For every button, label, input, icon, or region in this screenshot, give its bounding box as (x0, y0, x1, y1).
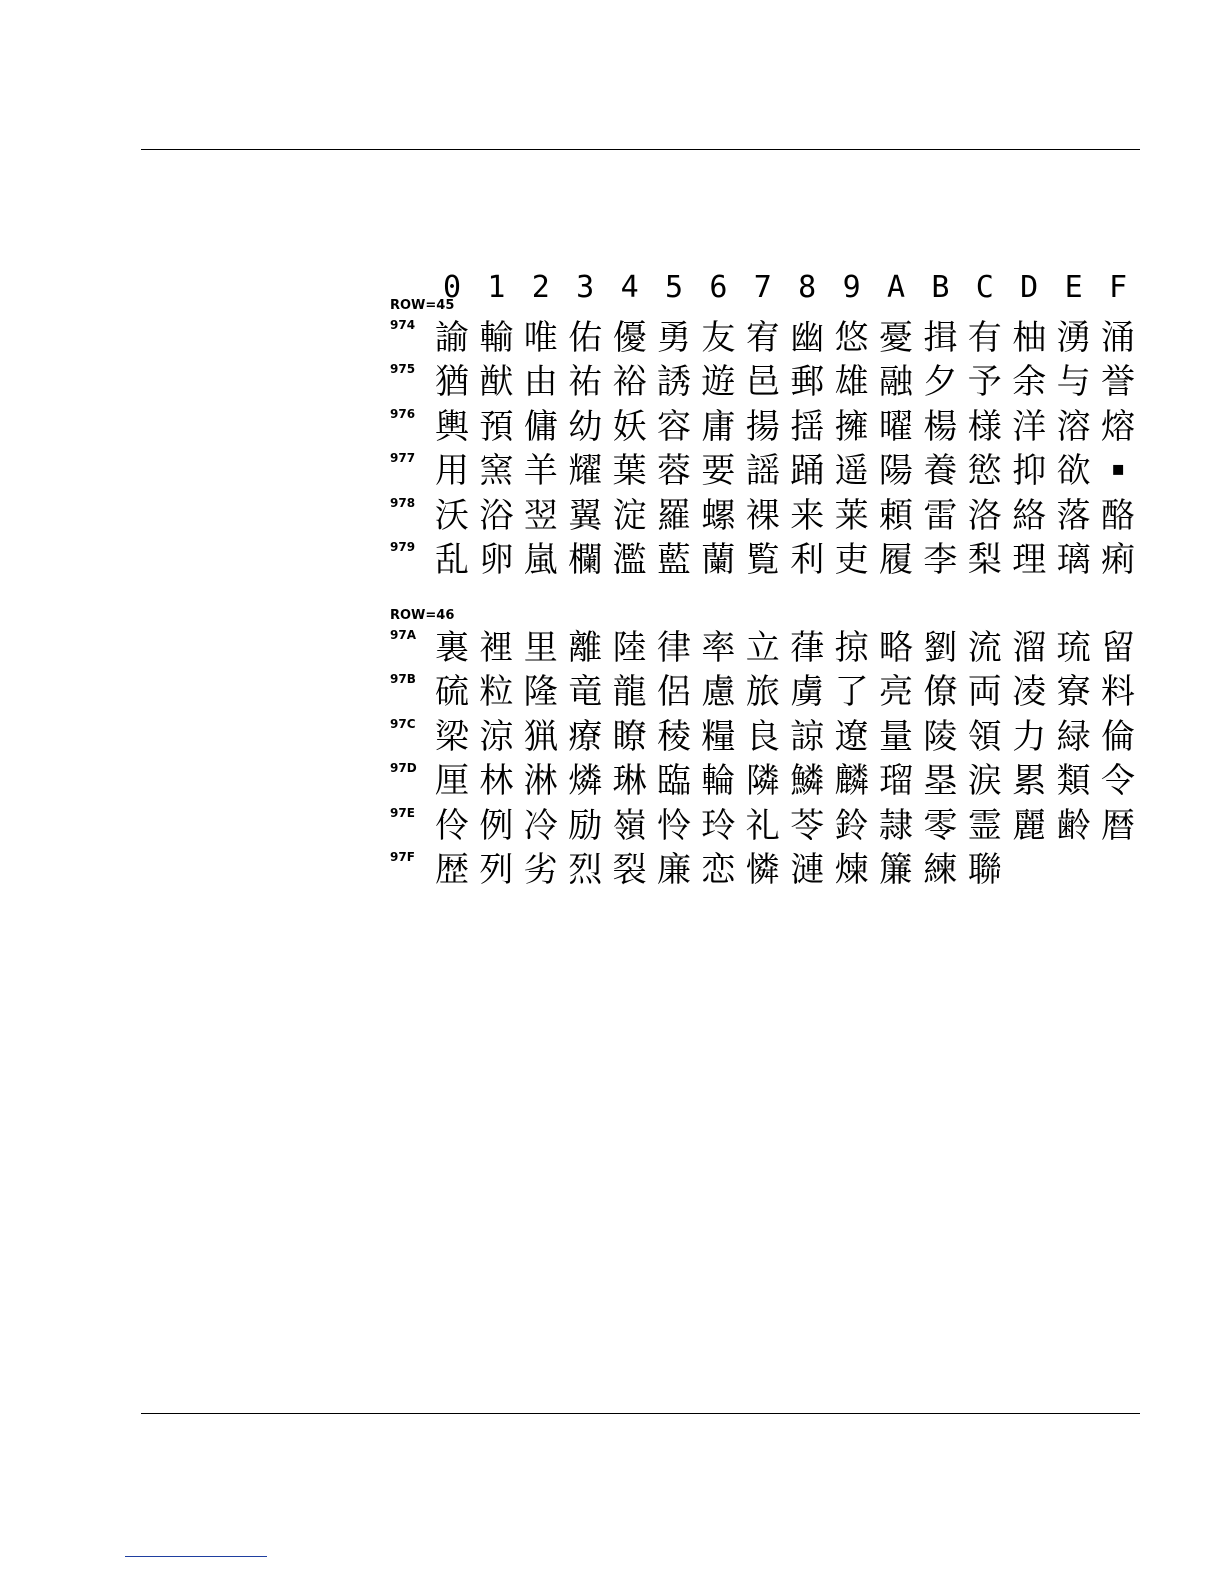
character-cell: 猷 (479, 362, 514, 403)
column-header-d: D (1020, 270, 1039, 305)
code-row (386, 848, 1146, 892)
character-cell: 翌 (523, 495, 558, 536)
character-cell: 卵 (479, 540, 514, 580)
character-cell: 零 (923, 805, 958, 846)
character-cell: 揚 (745, 406, 780, 447)
code-row (386, 405, 1146, 449)
column-header-1: 1 (487, 270, 506, 305)
character-cell: 淋 (523, 761, 558, 802)
character-cell: 流 (967, 628, 1002, 668)
character-cell: 与 (1056, 362, 1091, 403)
character-cell: 欄 (568, 540, 603, 580)
character-cell: 量 (879, 716, 913, 757)
character-cell: 柚 (1012, 318, 1047, 358)
column-header-6: 6 (709, 270, 728, 305)
character-cell: 類 (1056, 761, 1091, 802)
row-code-label: 97F (390, 850, 415, 864)
character-cell: 裡 (479, 628, 514, 668)
character-cell: 庸 (701, 406, 736, 447)
character-cell: 痢 (1101, 540, 1135, 580)
character-cell: 僚 (923, 672, 958, 713)
row-code-label: 97D (390, 761, 417, 776)
character-cell: 里 (523, 628, 558, 668)
character-cell: 曜 (879, 406, 913, 447)
row-characters (430, 449, 1150, 493)
character-cell: 陵 (923, 716, 958, 757)
character-cell: ▪ (1111, 456, 1125, 481)
character-cell: 怜 (657, 805, 691, 846)
code-row (386, 494, 1146, 538)
character-cell: 旅 (745, 672, 780, 713)
character-cell: 楊 (923, 406, 958, 447)
character-cell: 余 (1012, 362, 1047, 403)
character-cell: 誉 (1101, 362, 1135, 403)
code-row (386, 538, 1146, 582)
character-cell: 用 (435, 451, 469, 492)
character-cell: 揖 (923, 318, 958, 358)
column-header-8: 8 (798, 270, 817, 305)
character-cell: 領 (967, 716, 1002, 757)
character-cell: 謡 (745, 451, 780, 492)
code-row (386, 360, 1146, 404)
character-cell: 妖 (612, 406, 647, 447)
character-cell: 虜 (790, 672, 825, 713)
character-cell: 濫 (612, 540, 647, 580)
character-cell: 瑠 (879, 761, 913, 802)
character-cell: 吏 (834, 540, 869, 580)
character-cell: 陽 (879, 451, 913, 492)
character-cell: 廉 (657, 850, 691, 890)
character-cell: 律 (657, 628, 691, 668)
row-code-label: 975 (390, 362, 416, 377)
character-cell: 涙 (967, 761, 1002, 802)
footer-link-underline (125, 1556, 267, 1557)
character-cell: 履 (879, 540, 913, 580)
character-cell: 雷 (923, 495, 958, 536)
character-cell: 祐 (568, 362, 603, 403)
column-header-7: 7 (753, 270, 772, 305)
code-row (386, 670, 1146, 714)
character-cell: 溶 (1056, 406, 1091, 447)
character-cell: 養 (923, 451, 958, 492)
row-characters (430, 670, 1150, 714)
column-header-9: 9 (842, 270, 861, 305)
character-cell: 簾 (879, 850, 913, 890)
character-cell: 諒 (790, 716, 825, 757)
section-label: ROW=46 (390, 608, 455, 623)
character-cell: 累 (1012, 761, 1047, 802)
character-cell: 隆 (523, 672, 558, 713)
character-cell: 悠 (834, 318, 869, 358)
character-cell: 蓉 (657, 451, 691, 492)
character-cell: 様 (967, 406, 1002, 447)
row-code-label: 976 (390, 406, 416, 421)
character-cell: 凌 (1012, 672, 1047, 713)
character-cell: 梨 (967, 540, 1002, 580)
character-cell: 烈 (568, 850, 603, 890)
character-cell: 稜 (657, 716, 691, 757)
character-cell: 嵐 (523, 540, 558, 580)
character-cell: 燐 (568, 761, 603, 802)
character-cell: 由 (523, 362, 558, 403)
character-cell: 理 (1012, 540, 1047, 580)
character-cell: 要 (701, 451, 736, 492)
character-cell: 踊 (790, 451, 825, 492)
character-cell: 葉 (612, 451, 647, 492)
character-cell: 玲 (701, 805, 736, 846)
character-cell: 璃 (1056, 540, 1091, 580)
character-cell: 猟 (523, 716, 558, 757)
character-cell: 略 (879, 628, 913, 668)
footer-rule (141, 1413, 1140, 1414)
character-cell: 裸 (745, 495, 780, 536)
character-cell: 輪 (701, 761, 736, 802)
character-cell: 令 (1101, 761, 1135, 802)
character-cell: 頼 (879, 495, 913, 536)
row-code-label: 97A (390, 628, 416, 642)
character-cell: 鈴 (834, 805, 869, 846)
character-cell: 輿 (435, 406, 469, 447)
character-cell: 煉 (834, 850, 869, 890)
character-cell: 療 (568, 716, 603, 757)
character-cell: 聯 (967, 850, 1002, 890)
character-cell: 漣 (790, 850, 825, 890)
row-code-label: 97B (390, 672, 416, 687)
row-characters (430, 405, 1150, 449)
character-cell: 暦 (1101, 805, 1135, 846)
character-cell: 離 (568, 628, 603, 668)
character-cell: 洛 (967, 495, 1002, 536)
character-cell: 琳 (612, 761, 647, 802)
column-header-2: 2 (531, 270, 550, 305)
character-cell: 傭 (523, 406, 558, 447)
character-cell: 伶 (435, 805, 469, 846)
column-header-3: 3 (576, 270, 595, 305)
character-cell: 掠 (834, 628, 869, 668)
character-cell: 憐 (745, 850, 780, 890)
character-cell: 憂 (879, 318, 913, 358)
character-cell: 友 (701, 318, 736, 358)
character-cell: 淀 (612, 495, 647, 536)
row-characters (430, 804, 1150, 848)
code-row (386, 804, 1146, 848)
character-cell: 幼 (568, 406, 603, 447)
character-cell: 幽 (790, 318, 825, 358)
character-cell: 邑 (745, 362, 780, 403)
character-cell: 劣 (523, 850, 558, 890)
column-header-5: 5 (664, 270, 684, 305)
character-cell: 練 (923, 850, 958, 890)
character-cell: 酪 (1101, 495, 1135, 536)
character-cell: 郵 (790, 362, 825, 403)
character-cell: 隣 (745, 761, 780, 802)
character-cell: 隷 (879, 805, 913, 846)
character-cell: 有 (967, 318, 1002, 358)
character-cell: 裕 (612, 362, 647, 403)
character-cell: 誘 (657, 362, 691, 403)
character-cell: 洋 (1012, 406, 1047, 447)
row-code-label: 97C (390, 716, 416, 731)
character-cell: 竜 (568, 672, 603, 713)
row-characters (430, 715, 1150, 759)
character-cell: 両 (967, 672, 1002, 713)
code-row (386, 316, 1146, 360)
character-cell: 耀 (568, 451, 603, 492)
row-characters (430, 494, 1150, 538)
character-cell: 料 (1101, 672, 1135, 713)
character-cell: 陸 (612, 628, 647, 668)
character-cell: 落 (1056, 495, 1091, 536)
character-cell: 瞭 (612, 716, 647, 757)
character-cell: 立 (745, 628, 780, 668)
column-header-0: 0 (442, 270, 462, 305)
character-cell: 葎 (790, 628, 825, 668)
character-cell: 浴 (479, 495, 514, 536)
character-cell: 融 (879, 362, 913, 403)
character-cell: 遥 (834, 451, 869, 492)
row-characters (430, 759, 1150, 803)
character-cell: 揺 (790, 406, 825, 447)
character-cell: 勇 (657, 318, 691, 358)
character-cell: 藍 (657, 540, 691, 580)
character-cell: 琉 (1056, 628, 1091, 668)
character-cell: 率 (701, 628, 736, 668)
character-cell: 雄 (834, 362, 869, 403)
character-cell: 苓 (790, 805, 825, 846)
character-cell: 力 (1012, 716, 1047, 757)
character-cell: 螺 (701, 495, 736, 536)
character-cell: 唯 (523, 318, 558, 358)
column-header-4: 4 (620, 270, 639, 305)
character-cell: 涌 (1101, 318, 1135, 358)
character-cell: 預 (479, 406, 514, 447)
character-cell: 涼 (479, 716, 514, 757)
row-characters (430, 626, 1150, 670)
character-cell: 予 (967, 362, 1002, 403)
character-cell: 麟 (834, 761, 869, 802)
code-row (386, 449, 1146, 493)
character-cell: 諭 (435, 318, 469, 358)
character-cell: 劉 (923, 628, 958, 668)
character-cell: 糧 (701, 716, 736, 757)
character-cell: 硫 (435, 672, 469, 713)
code-row (386, 626, 1146, 670)
character-cell: 乱 (435, 540, 469, 580)
character-cell: 冷 (523, 805, 558, 846)
character-cell: 羊 (523, 451, 558, 492)
character-cell: 夕 (923, 362, 958, 403)
character-cell: 梁 (435, 716, 469, 757)
character-cell: 林 (479, 761, 514, 802)
character-cell: 霊 (967, 805, 1002, 846)
row-characters (430, 360, 1150, 404)
column-header-e: E (1064, 270, 1083, 305)
row-characters (430, 848, 1150, 892)
character-cell: 嶺 (612, 805, 647, 846)
character-cell: 慾 (967, 451, 1002, 492)
character-cell: 麗 (1012, 805, 1047, 846)
character-cell: 利 (790, 540, 825, 580)
character-cell: 裏 (435, 628, 469, 668)
character-cell: 抑 (1012, 451, 1047, 492)
character-cell: 龍 (612, 672, 647, 713)
row-code-label: 978 (390, 495, 416, 510)
code-row (386, 715, 1146, 759)
row-characters (430, 316, 1150, 360)
character-cell: 宥 (745, 318, 780, 358)
character-cell: 亮 (879, 672, 913, 713)
character-cell: 例 (479, 805, 514, 846)
character-cell: 湧 (1056, 318, 1091, 358)
character-cell: 緑 (1056, 716, 1091, 757)
character-cell: 擁 (834, 406, 869, 447)
character-cell: 沃 (435, 495, 469, 536)
character-cell: 慮 (701, 672, 736, 713)
character-cell: 遼 (834, 716, 869, 757)
character-cell: 恋 (701, 850, 736, 890)
character-cell: 猶 (435, 362, 469, 403)
character-cell: 留 (1101, 628, 1135, 668)
column-header-b: B (931, 270, 950, 305)
character-cell: 容 (657, 406, 691, 447)
character-cell: 翼 (568, 495, 603, 536)
section-label: ROW=45 (390, 298, 455, 313)
character-cell: 熔 (1101, 406, 1135, 447)
character-cell: 良 (745, 716, 780, 757)
column-header-a: A (886, 270, 906, 305)
character-cell: 優 (612, 318, 647, 358)
character-cell: 倫 (1101, 716, 1135, 757)
character-cell: 絡 (1012, 495, 1047, 536)
character-cell: 礼 (745, 805, 780, 846)
character-cell: 佑 (568, 318, 603, 358)
character-cell: 欲 (1056, 451, 1091, 492)
row-code-label: 974 (390, 318, 416, 332)
character-cell: 齢 (1056, 805, 1091, 846)
character-cell: 覧 (745, 540, 780, 580)
row-code-label: 977 (390, 451, 416, 466)
character-cell: 励 (568, 805, 603, 846)
header-rule (141, 149, 1140, 150)
row-code-label: 97E (390, 805, 415, 820)
character-cell: 臨 (657, 761, 691, 802)
character-cell: 李 (923, 540, 958, 580)
code-row (386, 759, 1146, 803)
character-cell: 歴 (435, 850, 469, 890)
character-cell: 侶 (657, 672, 691, 713)
column-header-f: F (1108, 270, 1128, 305)
row-code-label: 979 (390, 540, 416, 554)
character-cell: 遊 (701, 362, 736, 403)
character-cell: 溜 (1012, 628, 1047, 668)
character-cell: 了 (834, 672, 869, 713)
character-cell: 鱗 (790, 761, 825, 802)
column-header-row (430, 268, 1150, 308)
character-cell: 莱 (834, 495, 869, 536)
character-cell: 来 (790, 495, 825, 536)
character-cell: 列 (479, 850, 514, 890)
character-cell: 輸 (479, 318, 514, 358)
character-cell: 裂 (612, 850, 647, 890)
column-header-c: C (975, 270, 994, 305)
character-cell: 窯 (479, 451, 514, 492)
character-cell: 寮 (1056, 672, 1091, 713)
row-characters (430, 538, 1150, 582)
character-cell: 羅 (657, 495, 691, 536)
character-cell: 塁 (923, 761, 958, 802)
character-cell: 粒 (479, 672, 514, 713)
character-cell: 厘 (435, 761, 469, 802)
character-cell: 蘭 (701, 540, 736, 580)
